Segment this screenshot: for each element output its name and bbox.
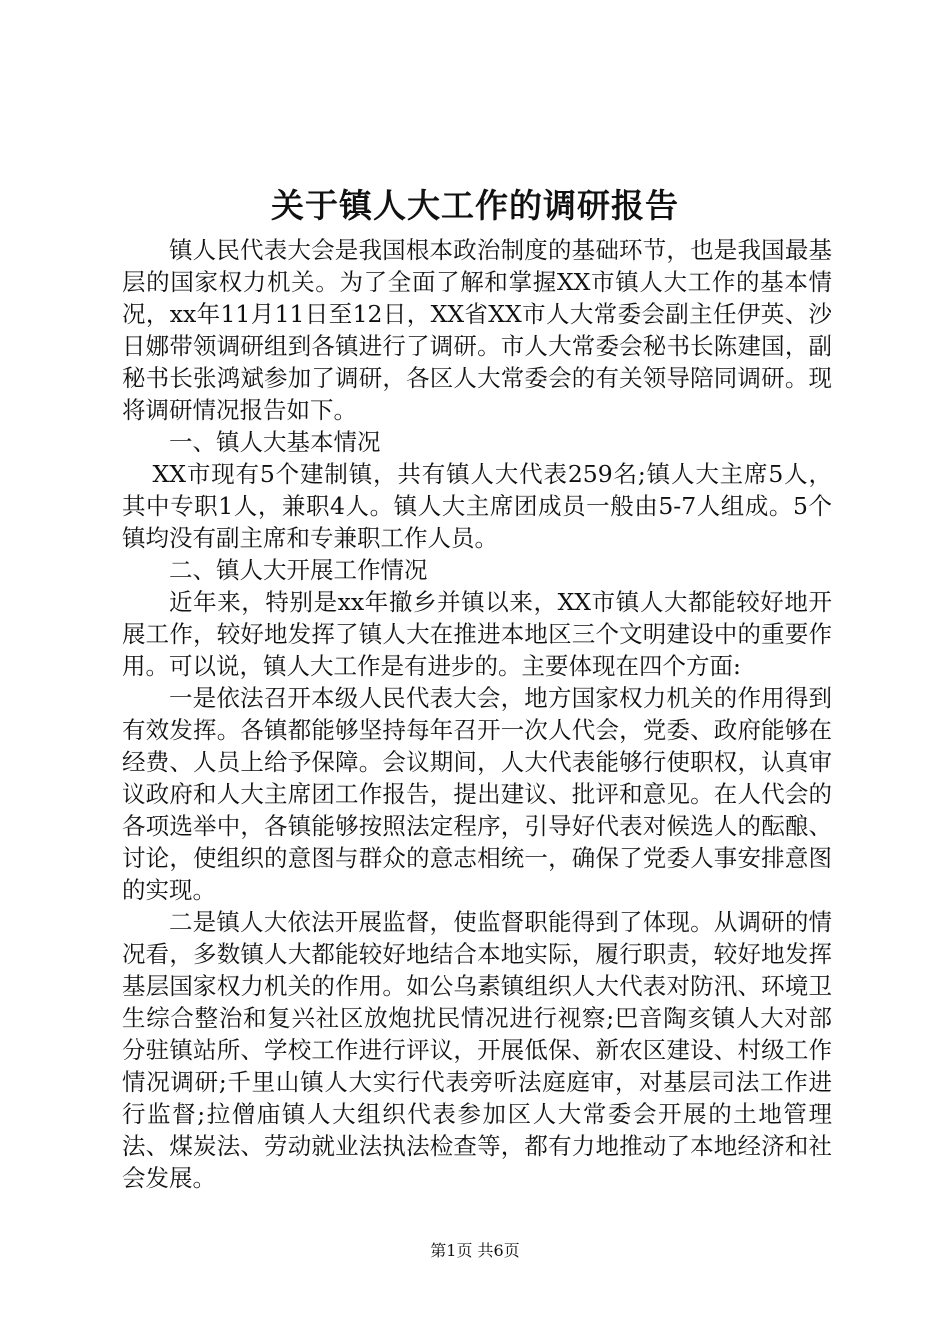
section-heading-2: 二、镇人大开展工作情况 (169, 556, 428, 584)
paragraph-intro: 镇人民代表大会是我国根本政治制度的基础环节，也是我国最基层的国家权力机关。为了全面了解和掌握XX市镇人大工作的基本情况，xx年11月11日至12日，XX省XX市人大常委会副主任伊英、沙日娜带领调研组到各镇进行了调研。市人大常委会秘书长陈建国，副秘书长张鸿斌参加了调研，各区人大常委会的有关领导陪同调研。现将调研情况报告如下。 (122, 236, 832, 424)
paragraph-point-2: 二是镇人大依法开展监督，使监督职能得到了体现。从调研的情况看，多数镇人大都能较好地结合本地实际，履行职责，较好地发挥基层国家权力机关的作用。如公乌素镇组织人大代表对防汛、环境卫生综合整治和复兴社区放炮扰民情况进行视察;巴音陶亥镇人大对部分驻镇站所、学校工作进行评议，开展低保、新农区建设、村级工作情况调研;千里山镇人大实行代表旁听法庭庭审，对基层司法工作进行监督;拉僧庙镇人大组织代表参加区人大常委会开展的土地管理法、煤炭法、劳动就业法执法检查等，都有力地推动了本地经济和社会发展。 (122, 908, 832, 1192)
page-footer: 第1页 共6页 (430, 1241, 520, 1260)
section-heading-1: 一、镇人大基本情况 (169, 428, 381, 456)
document-title: 关于镇人大工作的调研报告 (271, 186, 679, 225)
paragraph-work-overview: 近年来，特别是xx年撤乡并镇以来，XX市镇人大都能较好地开展工作，较好地发挥了镇人大在推进本地区三个文明建设中的重要作用。可以说，镇人大工作是有进步的。主要体现在四个方面: (122, 588, 832, 680)
paragraph-point-1: 一是依法召开本级人民代表大会，地方国家权力机关的作用得到有效发挥。各镇都能够坚持每年召开一次人代会，党委、政府能够在经费、人员上给予保障。会议期间，人大代表能够行使职权，认真审议政府和人大主席团工作报告，提出建议、批评和意见。在人代会的各项选举中，各镇能够按照法定程序，引导好代表对候选人的酝酿、讨论，使组织的意图与群众的意志相统一，确保了党委人事安排意图的实现。 (122, 684, 832, 904)
document-body (122, 234, 832, 1194)
paragraph-basic-info: XX市现有5个建制镇，共有镇人大代表259名;镇人大主席5人，其中专职1人，兼职4人。镇人大主席团成员一般由5-7人组成。5个镇均没有副主席和专兼职工作人员。 (122, 460, 832, 552)
